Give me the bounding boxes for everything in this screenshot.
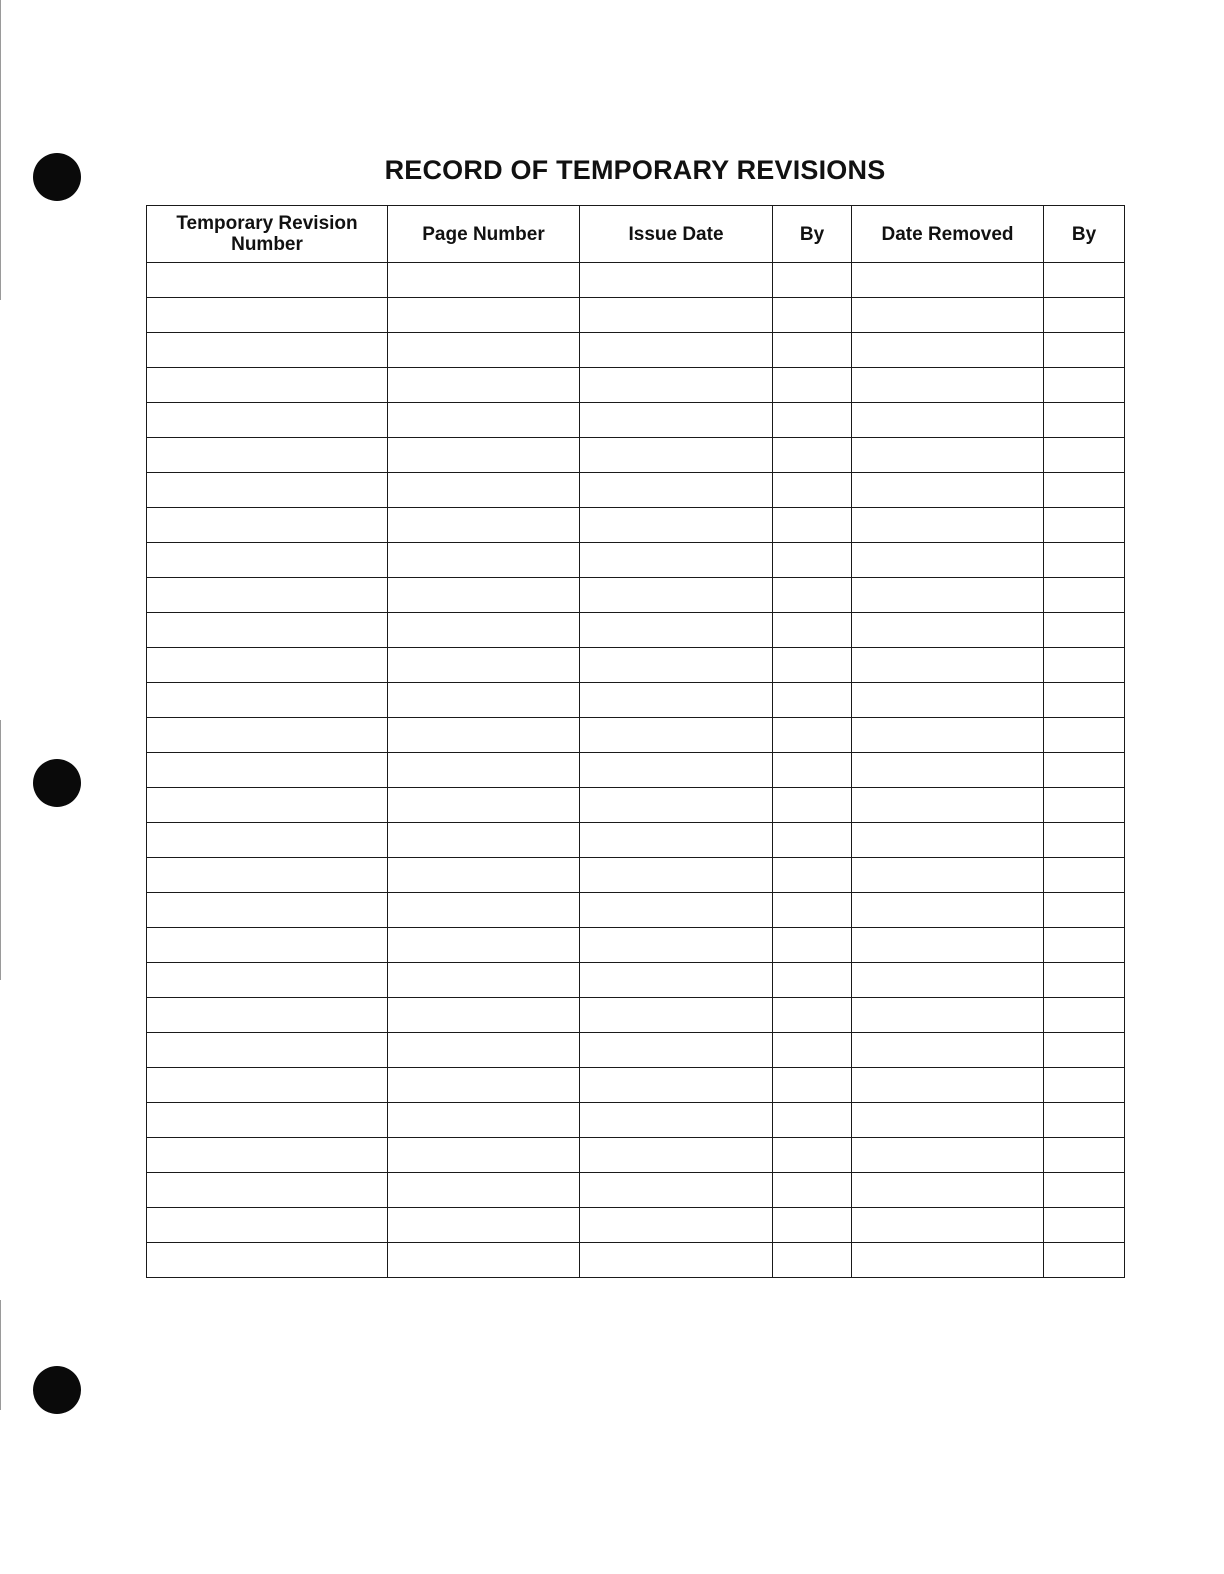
scan-edge-mark bbox=[0, 1300, 1, 1410]
issue-date-cell[interactable] bbox=[580, 683, 773, 718]
issue-date-cell[interactable] bbox=[580, 1208, 773, 1243]
date-removed-cell[interactable] bbox=[852, 368, 1044, 403]
revision-number-cell[interactable] bbox=[147, 543, 388, 578]
page-number-cell[interactable] bbox=[388, 928, 580, 963]
entry-rows bbox=[147, 263, 1125, 1278]
date-removed-cell[interactable] bbox=[852, 683, 1044, 718]
issue-date-cell[interactable] bbox=[580, 998, 773, 1033]
by-removed-cell[interactable] bbox=[1044, 473, 1125, 508]
page-number-cell[interactable] bbox=[388, 1243, 580, 1278]
by-removed-cell[interactable] bbox=[1044, 998, 1125, 1033]
date-removed-cell[interactable] bbox=[852, 648, 1044, 683]
revision-number-cell[interactable] bbox=[147, 823, 388, 858]
table-header-row bbox=[147, 206, 1125, 263]
page-number-cell[interactable] bbox=[388, 893, 580, 928]
by-removed-cell[interactable] bbox=[1044, 1068, 1125, 1103]
issue-date-cell[interactable] bbox=[580, 1243, 773, 1278]
issue-date-cell[interactable] bbox=[580, 858, 773, 893]
header-revision-number: Temporary Revision Number bbox=[147, 206, 388, 263]
revision-number-cell[interactable] bbox=[147, 963, 388, 998]
revision-record-table bbox=[146, 205, 1125, 1278]
revision-number-cell[interactable] bbox=[147, 893, 388, 928]
by-removed-cell[interactable] bbox=[1044, 263, 1125, 298]
by-removed-cell[interactable] bbox=[1044, 543, 1125, 578]
table-row bbox=[147, 1138, 1125, 1173]
date-removed-cell[interactable] bbox=[852, 788, 1044, 823]
by-issued-cell[interactable] bbox=[773, 1243, 852, 1278]
revision-number-cell[interactable] bbox=[147, 928, 388, 963]
table-row bbox=[147, 788, 1125, 823]
revision-number-cell[interactable] bbox=[147, 1068, 388, 1103]
by-issued-cell[interactable] bbox=[773, 1033, 852, 1068]
by-issued-cell[interactable] bbox=[773, 1173, 852, 1208]
by-issued-cell[interactable] bbox=[773, 1138, 852, 1173]
table-row bbox=[147, 893, 1125, 928]
by-removed-cell[interactable] bbox=[1044, 718, 1125, 753]
header-page-number: Page Number bbox=[388, 206, 580, 263]
date-removed-cell[interactable] bbox=[852, 1103, 1044, 1138]
date-removed-cell[interactable] bbox=[852, 1068, 1044, 1103]
by-issued-cell[interactable] bbox=[773, 403, 852, 438]
by-removed-cell[interactable] bbox=[1044, 1138, 1125, 1173]
page-number-cell[interactable] bbox=[388, 858, 580, 893]
issue-date-cell[interactable] bbox=[580, 263, 773, 298]
by-removed-cell[interactable] bbox=[1044, 1173, 1125, 1208]
page-number-cell[interactable] bbox=[388, 263, 580, 298]
date-removed-cell[interactable] bbox=[852, 1033, 1044, 1068]
by-removed-cell[interactable] bbox=[1044, 613, 1125, 648]
revision-number-cell[interactable] bbox=[147, 998, 388, 1033]
date-removed-cell[interactable] bbox=[852, 438, 1044, 473]
header-by-removed: By bbox=[1044, 206, 1125, 263]
by-removed-cell[interactable] bbox=[1044, 1208, 1125, 1243]
page-number-cell[interactable] bbox=[388, 963, 580, 998]
table-row bbox=[147, 298, 1125, 333]
table-row bbox=[147, 998, 1125, 1033]
page-number-cell[interactable] bbox=[388, 1208, 580, 1243]
table-row bbox=[147, 403, 1125, 438]
by-issued-cell[interactable] bbox=[773, 928, 852, 963]
date-removed-cell[interactable] bbox=[852, 893, 1044, 928]
header-date-removed: Date Removed bbox=[852, 206, 1044, 263]
table-row bbox=[147, 1208, 1125, 1243]
by-removed-cell[interactable] bbox=[1044, 858, 1125, 893]
by-issued-cell[interactable] bbox=[773, 578, 852, 613]
page-number-cell[interactable] bbox=[388, 368, 580, 403]
date-removed-cell[interactable] bbox=[852, 1138, 1044, 1173]
by-removed-cell[interactable] bbox=[1044, 1033, 1125, 1068]
date-removed-cell[interactable] bbox=[852, 473, 1044, 508]
page-number-cell[interactable] bbox=[388, 1103, 580, 1138]
issue-date-cell[interactable] bbox=[580, 543, 773, 578]
by-issued-cell[interactable] bbox=[773, 683, 852, 718]
date-removed-cell[interactable] bbox=[852, 543, 1044, 578]
issue-date-cell[interactable] bbox=[580, 788, 773, 823]
table-row bbox=[147, 683, 1125, 718]
by-issued-cell[interactable] bbox=[773, 718, 852, 753]
page-number-cell[interactable] bbox=[388, 578, 580, 613]
by-removed-cell[interactable] bbox=[1044, 963, 1125, 998]
table-row bbox=[147, 438, 1125, 473]
issue-date-cell[interactable] bbox=[580, 403, 773, 438]
page-number-cell[interactable] bbox=[388, 788, 580, 823]
by-issued-cell[interactable] bbox=[773, 753, 852, 788]
date-removed-cell[interactable] bbox=[852, 753, 1044, 788]
date-removed-cell[interactable] bbox=[852, 333, 1044, 368]
issue-date-cell[interactable] bbox=[580, 1068, 773, 1103]
date-removed-cell[interactable] bbox=[852, 613, 1044, 648]
table-row bbox=[147, 648, 1125, 683]
page-number-cell[interactable] bbox=[388, 543, 580, 578]
revision-number-cell[interactable] bbox=[147, 1173, 388, 1208]
by-removed-cell[interactable] bbox=[1044, 298, 1125, 333]
page-number-cell[interactable] bbox=[388, 683, 580, 718]
by-issued-cell[interactable] bbox=[773, 1103, 852, 1138]
issue-date-cell[interactable] bbox=[580, 753, 773, 788]
by-issued-cell[interactable] bbox=[773, 543, 852, 578]
issue-date-cell[interactable] bbox=[580, 1033, 773, 1068]
date-removed-cell[interactable] bbox=[852, 1243, 1044, 1278]
by-issued-cell[interactable] bbox=[773, 788, 852, 823]
scan-edge-mark bbox=[0, 720, 1, 980]
by-removed-cell[interactable] bbox=[1044, 1103, 1125, 1138]
issue-date-cell[interactable] bbox=[580, 823, 773, 858]
by-issued-cell[interactable] bbox=[773, 648, 852, 683]
revision-number-cell[interactable] bbox=[147, 788, 388, 823]
by-removed-cell[interactable] bbox=[1044, 438, 1125, 473]
by-issued-cell[interactable] bbox=[773, 858, 852, 893]
form-title: RECORD OF TEMPORARY REVISIONS bbox=[384, 155, 886, 185]
page-number-cell[interactable] bbox=[388, 298, 580, 333]
header-issue-date: Issue Date bbox=[580, 206, 773, 263]
by-issued-cell[interactable] bbox=[773, 1208, 852, 1243]
issue-date-cell[interactable] bbox=[580, 298, 773, 333]
revision-number-cell[interactable] bbox=[147, 648, 388, 683]
table-row bbox=[147, 263, 1125, 298]
by-issued-cell[interactable] bbox=[773, 1068, 852, 1103]
date-removed-cell[interactable] bbox=[852, 998, 1044, 1033]
scan-edge-mark bbox=[0, 0, 1, 300]
revision-number-cell[interactable] bbox=[147, 1208, 388, 1243]
by-removed-cell[interactable] bbox=[1044, 1243, 1125, 1278]
table-row bbox=[147, 473, 1125, 508]
issue-date-cell[interactable] bbox=[580, 438, 773, 473]
page-number-cell[interactable] bbox=[388, 613, 580, 648]
issue-date-cell[interactable] bbox=[580, 893, 773, 928]
page-number-cell[interactable] bbox=[388, 333, 580, 368]
table-row bbox=[147, 543, 1125, 578]
issue-date-cell[interactable] bbox=[580, 333, 773, 368]
table-row bbox=[147, 753, 1125, 788]
date-removed-cell[interactable] bbox=[852, 1173, 1044, 1208]
page-number-cell[interactable] bbox=[388, 473, 580, 508]
revision-number-cell[interactable] bbox=[147, 858, 388, 893]
by-removed-cell[interactable] bbox=[1044, 893, 1125, 928]
by-removed-cell[interactable] bbox=[1044, 368, 1125, 403]
page-number-cell[interactable] bbox=[388, 438, 580, 473]
page-number-cell[interactable] bbox=[388, 718, 580, 753]
table-row bbox=[147, 508, 1125, 543]
issue-date-cell[interactable] bbox=[580, 473, 773, 508]
revision-number-cell[interactable] bbox=[147, 718, 388, 753]
revision-number-cell[interactable] bbox=[147, 333, 388, 368]
table-row bbox=[147, 963, 1125, 998]
by-issued-cell[interactable] bbox=[773, 473, 852, 508]
table-row bbox=[147, 1033, 1125, 1068]
page-number-cell[interactable] bbox=[388, 998, 580, 1033]
revision-number-cell[interactable] bbox=[147, 613, 388, 648]
issue-date-cell[interactable] bbox=[580, 1173, 773, 1208]
page-number-cell[interactable] bbox=[388, 1068, 580, 1103]
table-row bbox=[147, 1068, 1125, 1103]
page-number-cell[interactable] bbox=[388, 508, 580, 543]
revision-number-cell[interactable] bbox=[147, 1138, 388, 1173]
issue-date-cell[interactable] bbox=[580, 578, 773, 613]
date-removed-cell[interactable] bbox=[852, 263, 1044, 298]
revision-number-cell[interactable] bbox=[147, 473, 388, 508]
by-issued-cell[interactable] bbox=[773, 333, 852, 368]
issue-date-cell[interactable] bbox=[580, 613, 773, 648]
revision-number-cell[interactable] bbox=[147, 508, 388, 543]
binder-punch-hole-bottom bbox=[33, 1366, 81, 1414]
table-row bbox=[147, 368, 1125, 403]
page-number-cell[interactable] bbox=[388, 1138, 580, 1173]
by-issued-cell[interactable] bbox=[773, 998, 852, 1033]
by-issued-cell[interactable] bbox=[773, 263, 852, 298]
by-removed-cell[interactable] bbox=[1044, 403, 1125, 438]
by-removed-cell[interactable] bbox=[1044, 928, 1125, 963]
date-removed-cell[interactable] bbox=[852, 858, 1044, 893]
table-row bbox=[147, 1243, 1125, 1278]
page-number-cell[interactable] bbox=[388, 403, 580, 438]
issue-date-cell[interactable] bbox=[580, 928, 773, 963]
date-removed-cell[interactable] bbox=[852, 718, 1044, 753]
revision-number-cell[interactable] bbox=[147, 1243, 388, 1278]
issue-date-cell[interactable] bbox=[580, 718, 773, 753]
revision-number-cell[interactable] bbox=[147, 753, 388, 788]
by-issued-cell[interactable] bbox=[773, 823, 852, 858]
revision-number-cell[interactable] bbox=[147, 683, 388, 718]
by-removed-cell[interactable] bbox=[1044, 333, 1125, 368]
table-row bbox=[147, 718, 1125, 753]
revision-number-cell[interactable] bbox=[147, 578, 388, 613]
by-issued-cell[interactable] bbox=[773, 368, 852, 403]
by-removed-cell[interactable] bbox=[1044, 578, 1125, 613]
table-row bbox=[147, 1173, 1125, 1208]
by-issued-cell[interactable] bbox=[773, 963, 852, 998]
date-removed-cell[interactable] bbox=[852, 928, 1044, 963]
by-removed-cell[interactable] bbox=[1044, 788, 1125, 823]
by-removed-cell[interactable] bbox=[1044, 753, 1125, 788]
date-removed-cell[interactable] bbox=[852, 298, 1044, 333]
date-removed-cell[interactable] bbox=[852, 823, 1044, 858]
table-row bbox=[147, 613, 1125, 648]
revision-number-cell[interactable] bbox=[147, 368, 388, 403]
binder-punch-hole-middle bbox=[33, 759, 81, 807]
date-removed-cell[interactable] bbox=[852, 1208, 1044, 1243]
date-removed-cell[interactable] bbox=[852, 403, 1044, 438]
page-number-cell[interactable] bbox=[388, 1033, 580, 1068]
issue-date-cell[interactable] bbox=[580, 648, 773, 683]
by-removed-cell[interactable] bbox=[1044, 823, 1125, 858]
revision-number-cell[interactable] bbox=[147, 438, 388, 473]
by-issued-cell[interactable] bbox=[773, 298, 852, 333]
page-number-cell[interactable] bbox=[388, 753, 580, 788]
by-removed-cell[interactable] bbox=[1044, 508, 1125, 543]
issue-date-cell[interactable] bbox=[580, 368, 773, 403]
header-by-issued: By bbox=[773, 206, 852, 263]
revision-number-cell[interactable] bbox=[147, 263, 388, 298]
page-number-cell[interactable] bbox=[388, 1173, 580, 1208]
by-issued-cell[interactable] bbox=[773, 613, 852, 648]
page-number-cell[interactable] bbox=[388, 823, 580, 858]
by-issued-cell[interactable] bbox=[773, 438, 852, 473]
table-row bbox=[147, 823, 1125, 858]
revision-number-cell[interactable] bbox=[147, 1033, 388, 1068]
by-removed-cell[interactable] bbox=[1044, 648, 1125, 683]
table-row bbox=[147, 333, 1125, 368]
page-number-cell[interactable] bbox=[388, 648, 580, 683]
by-issued-cell[interactable] bbox=[773, 508, 852, 543]
table-row bbox=[147, 928, 1125, 963]
table-row bbox=[147, 858, 1125, 893]
table-row bbox=[147, 578, 1125, 613]
revision-number-cell[interactable] bbox=[147, 1103, 388, 1138]
revision-number-cell[interactable] bbox=[147, 403, 388, 438]
date-removed-cell[interactable] bbox=[852, 508, 1044, 543]
issue-date-cell[interactable] bbox=[580, 1103, 773, 1138]
revision-number-cell[interactable] bbox=[147, 298, 388, 333]
issue-date-cell[interactable] bbox=[580, 1138, 773, 1173]
table-row bbox=[147, 1103, 1125, 1138]
date-removed-cell[interactable] bbox=[852, 578, 1044, 613]
issue-date-cell[interactable] bbox=[580, 508, 773, 543]
date-removed-cell[interactable] bbox=[852, 963, 1044, 998]
by-issued-cell[interactable] bbox=[773, 893, 852, 928]
by-removed-cell[interactable] bbox=[1044, 683, 1125, 718]
issue-date-cell[interactable] bbox=[580, 963, 773, 998]
